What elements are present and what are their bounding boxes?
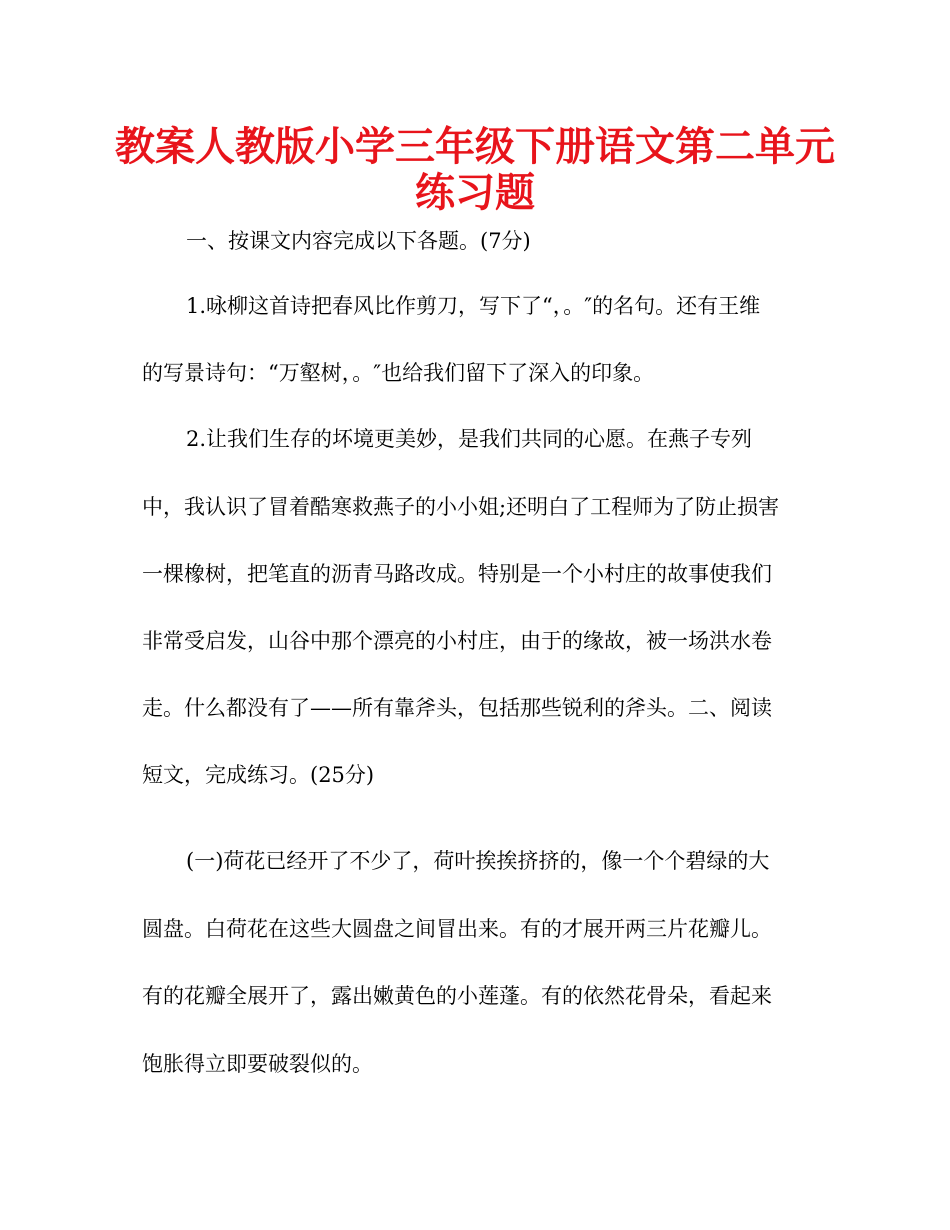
body-line: 有的花瓣全展开了，露出嫩黄色的小莲蓬。有的依然花骨朵，看起来 <box>142 984 772 1008</box>
body-line: 1.咏柳这首诗把春风比作剪刀，写下了“，。″的名句。还有王维 <box>186 294 761 318</box>
section-heading-1: 一、按课文内容完成以下各题。(7分) <box>186 229 531 253</box>
body-line: 饱胀得立即要破裂似的。 <box>142 1052 373 1076</box>
body-line: 的写景诗句：“万壑树，。″也给我们留下了深入的印象。 <box>142 361 655 385</box>
body-line: (一)荷花已经开了不少了，荷叶挨挨挤挤的，像一个个碧绿的大 <box>186 849 770 873</box>
body-line: 走。什么都没有了——所有靠斧头，包括那些锐利的斧头。二、阅读 <box>142 696 772 720</box>
body-line: 非常受启发，山谷中那个漂亮的小村庄，由于的缘故，被一场洪水卷 <box>142 629 772 653</box>
document-title-line-1: 教案人教版小学三年级下册语文第二单元 <box>115 124 835 170</box>
body-line: 圆盘。白荷花在这些大圆盘之间冒出来。有的才展开两三片花瓣儿。 <box>142 917 772 941</box>
body-line: 2.让我们生存的坏境更美妙，是我们共同的心愿。在燕子专列 <box>186 427 753 451</box>
document-title-line-2: 练习题 <box>415 170 535 216</box>
body-line: 一棵橡树，把笔直的沥青马路改成。特别是一个小村庄的故事使我们 <box>142 562 772 586</box>
body-line: 中，我认识了冒着酷寒救燕子的小小姐;还明白了工程师为了防止损害 <box>142 495 780 519</box>
body-line: 短文，完成练习。(25分) <box>142 763 375 787</box>
